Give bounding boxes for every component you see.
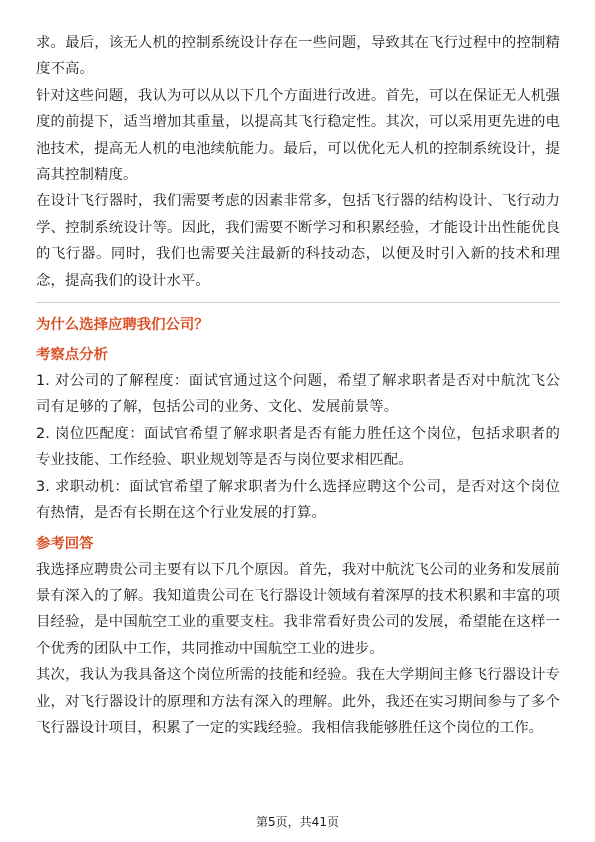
analysis-point-1: 1. 对公司的了解程度：面试官通过这个问题，希望了解求职者是否对中航沈飞公司有足够的了解，包括公司的业务、文化、发展前景等。 xyxy=(36,373,560,416)
document-page xyxy=(36,30,560,741)
analysis-point-2: 2. 岗位匹配度：面试官希望了解求职者是否有能力胜任这个岗位，包括求职者的专业技能、工作经验、职业规划等是否与岗位要求相匹配。 xyxy=(36,425,560,469)
intro-paragraph-3: 在设计飞行器时，我们需要考虑的因素非常多，包括飞行器的结构设计、飞行动力学、控制系统设计等。因此，我们需要不断学习和积累经验，才能设计出性能优良的飞行器。同时，我们也需要关注最新的科技动态，以便及时引入新的技术和理念，提高我们的设计水平。 xyxy=(36,193,560,289)
page-number: 第5页，共41页 xyxy=(256,815,339,829)
section-divider xyxy=(36,302,560,303)
analysis-heading: 考察点分析 xyxy=(36,347,108,364)
analysis-point-3: 3. 求职动机：面试官希望了解求职者为什么选择应聘这个公司，是否对这个岗位有热情，是否有长期在这个行业发展的打算。 xyxy=(36,478,560,522)
answer-paragraph-2: 其次，我认为我具备这个岗位所需的技能和经验。我在大学期间主修飞行器设计专业，对飞行器设计的原理和方法有深入的理解。此外，我还在实习期间参与了多个飞行器设计项目，积累了一定的实践经验。我相信我能够胜任这个岗位的工作。 xyxy=(36,667,560,736)
intro-paragraph-1: 求。最后，该无人机的控制系统设计存在一些问题，导致其在飞行过程中的控制精度不高。 xyxy=(36,35,560,78)
answer-heading: 参考回答 xyxy=(36,535,94,552)
intro-paragraph-2: 针对这些问题，我认为可以从以下几个方面进行改进。首先，可以在保证无人机强度的前提下，适当增加其重量，以提高其飞行稳定性。其次，可以采用更先进的电池技术，提高无人机的电池续航能力。最后，可以优化无人机的控制系统设计，提高其控制精度。 xyxy=(36,87,560,184)
answer-paragraph-1: 我选择应聘贵公司主要有以下几个原因。首先，我对中航沈飞公司的业务和发展前景有深入的了解。我知道贵公司在飞行器设计领域有着深厚的技术积累和丰富的项目经验，是中国航空工业的重要支柱。我非常看好贵公司的发展，希望能在这样一个优秀的团队中工作，共同推动中国航空工业的进步。 xyxy=(36,561,560,657)
question-title: 为什么选择应聘我们公司？ xyxy=(36,317,209,334)
